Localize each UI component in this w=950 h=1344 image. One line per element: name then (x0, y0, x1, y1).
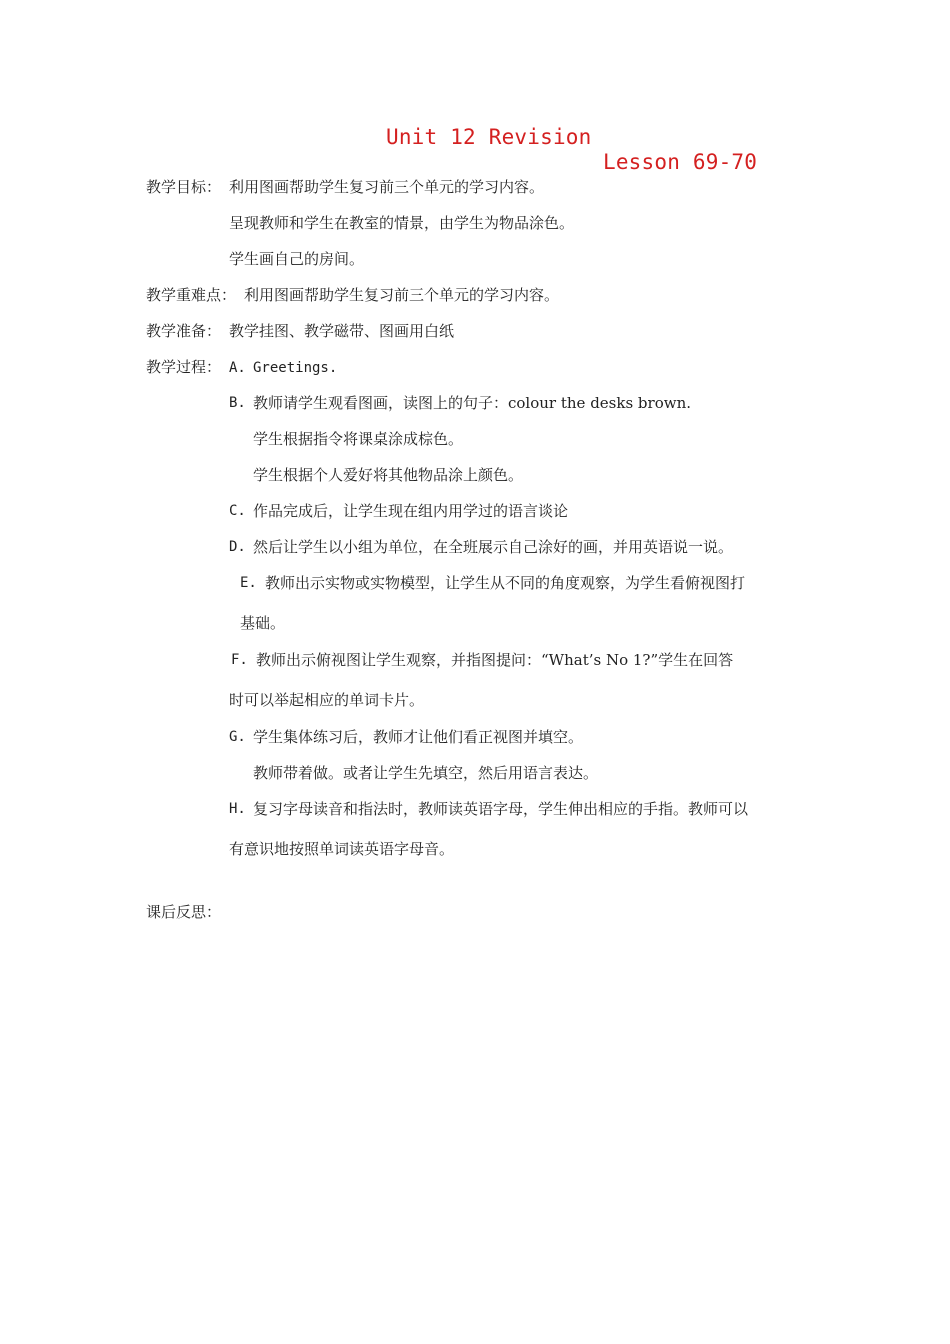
step-marker: A. (229, 360, 246, 376)
objective-item: 利用图画帮助学生复习前三个单元的学习内容。 (229, 178, 545, 196)
step-line: 学生根据个人爱好将其他物品涂上颜色。 (253, 466, 524, 484)
key-points-text: 利用图画帮助学生复习前三个单元的学习内容。 (244, 286, 560, 304)
step-line: 作品完成后，让学生现在组内用学过的语言谈论 (253, 502, 569, 520)
step-line: 复习字母读音和指法时，教师读英语字母，学生伸出相应的手指。教师可以 (253, 800, 749, 818)
step-marker: B. (229, 395, 246, 411)
step-line: 基础。 (240, 614, 286, 632)
preparation-label: 教学准备： (146, 322, 222, 340)
step-line: 教师请学生观看图画，读图上的句子：colour the desks brown. (253, 394, 691, 412)
reflection-label: 课后反思： (146, 903, 222, 921)
step-line: 教师出示俯视图让学生观察，并指图提问：“What’s No 1?”学生在回答 (256, 651, 734, 669)
step-marker: D. (229, 539, 246, 555)
objective-item: 学生画自己的房间。 (229, 250, 365, 268)
step-marker: E. (240, 575, 257, 591)
step-line: 有意识地按照单词读英语字母音。 (229, 840, 455, 858)
document-title: Unit 12 Revision (386, 125, 592, 149)
process-label: 教学过程： (146, 358, 222, 376)
step-marker: H. (229, 801, 246, 817)
step-line: 然后让学生以小组为单位，在全班展示自己涂好的画，并用英语说一说。 (253, 538, 734, 556)
step-line: 教师带着做。或者让学生先填空，然后用语言表达。 (253, 764, 599, 782)
document-subtitle: Lesson 69-70 (603, 150, 758, 174)
step-marker: C. (229, 503, 246, 519)
preparation-text: 教学挂图、教学磁带、图画用白纸 (229, 322, 455, 340)
step-marker: F. (231, 652, 248, 668)
step-marker: G. (229, 729, 246, 745)
step-line: 教师出示实物或实物模型，让学生从不同的角度观察，为学生看俯视图打 (265, 574, 746, 592)
step-line: 学生集体练习后，教师才让他们看正视图并填空。 (253, 728, 584, 746)
objectives-label: 教学目标： (146, 178, 222, 196)
objective-item: 呈现教师和学生在教室的情景，由学生为物品涂色。 (229, 214, 575, 232)
step-line: Greetings. (253, 360, 338, 376)
step-line: 学生根据指令将课桌涂成棕色。 (253, 430, 464, 448)
step-line: 时可以举起相应的单词卡片。 (229, 691, 425, 709)
key-points-label: 教学重难点： (146, 286, 237, 304)
